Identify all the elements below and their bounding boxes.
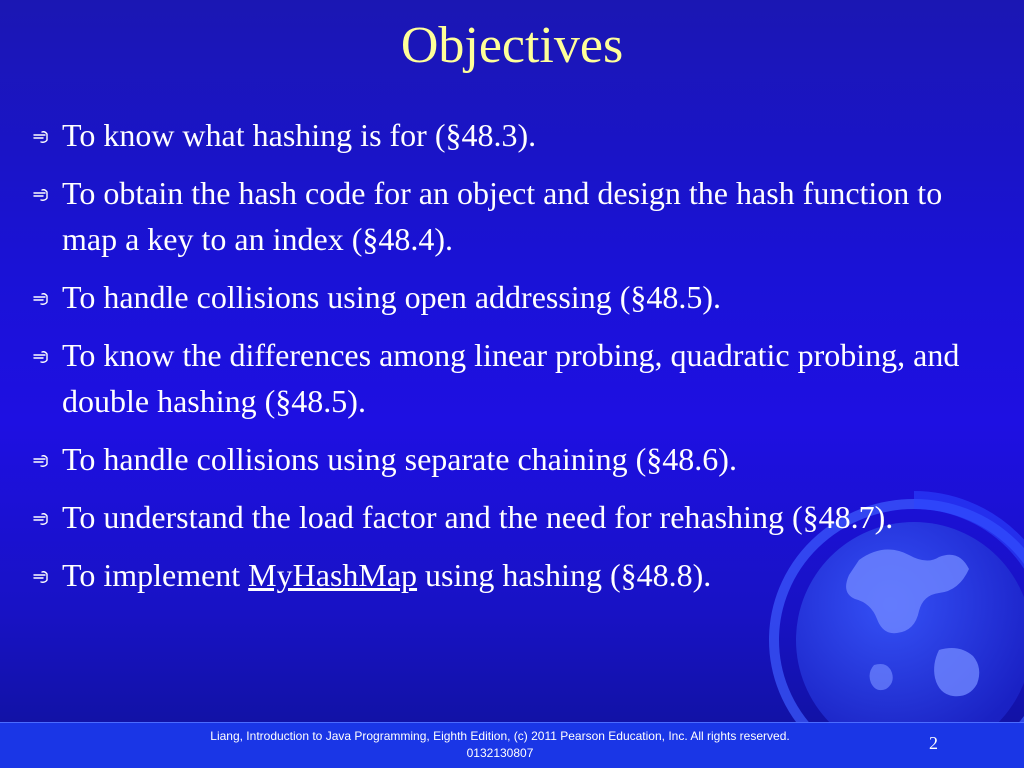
pointing-hand-icon	[32, 448, 56, 472]
list-item	[32, 494, 982, 540]
pointing-hand-icon	[32, 344, 56, 368]
footer-bar	[0, 722, 1024, 768]
pointing-hand-icon	[32, 182, 56, 206]
objectives-list	[32, 112, 982, 610]
bullet-text: To understand the load factor and the need for rehashing (§48.7).	[62, 499, 894, 535]
bullet-text: To handle collisions using separate chaining (§48.6).	[62, 441, 737, 477]
pointing-hand-icon	[32, 506, 56, 530]
pointing-hand-icon	[32, 564, 56, 588]
myhashmap-link[interactable]: MyHashMap	[248, 557, 418, 593]
pointing-hand-icon	[32, 124, 56, 148]
footer-copyright: Liang, Introduction to Java Programming, Eighth Edition, (c) 2011 Pearson Education, Inc. All rights reserved. 0132130807	[210, 729, 790, 760]
list-item	[32, 552, 982, 598]
list-item	[32, 436, 982, 482]
bullet-text: To handle collisions using open addressing (§48.5).	[62, 279, 721, 315]
list-item	[32, 112, 982, 158]
slide-title: Objectives	[400, 17, 624, 74]
list-item	[32, 332, 982, 424]
bullet-text: To know what hashing is for (§48.3).	[62, 117, 537, 153]
list-item	[32, 274, 982, 320]
bullet-text: To obtain the hash code for an object and design the hash function to map a key to an index (§48.4).	[62, 175, 943, 257]
page-number: 2	[929, 733, 938, 753]
bullet-text: To know the differences among linear probing, quadratic probing, and double hashing (§48.5).	[62, 337, 960, 419]
bullet-text-after: using hashing (§48.8).	[417, 557, 712, 593]
pointing-hand-icon	[32, 286, 56, 310]
bullet-text-before: To implement	[62, 557, 249, 593]
list-item	[32, 170, 982, 262]
